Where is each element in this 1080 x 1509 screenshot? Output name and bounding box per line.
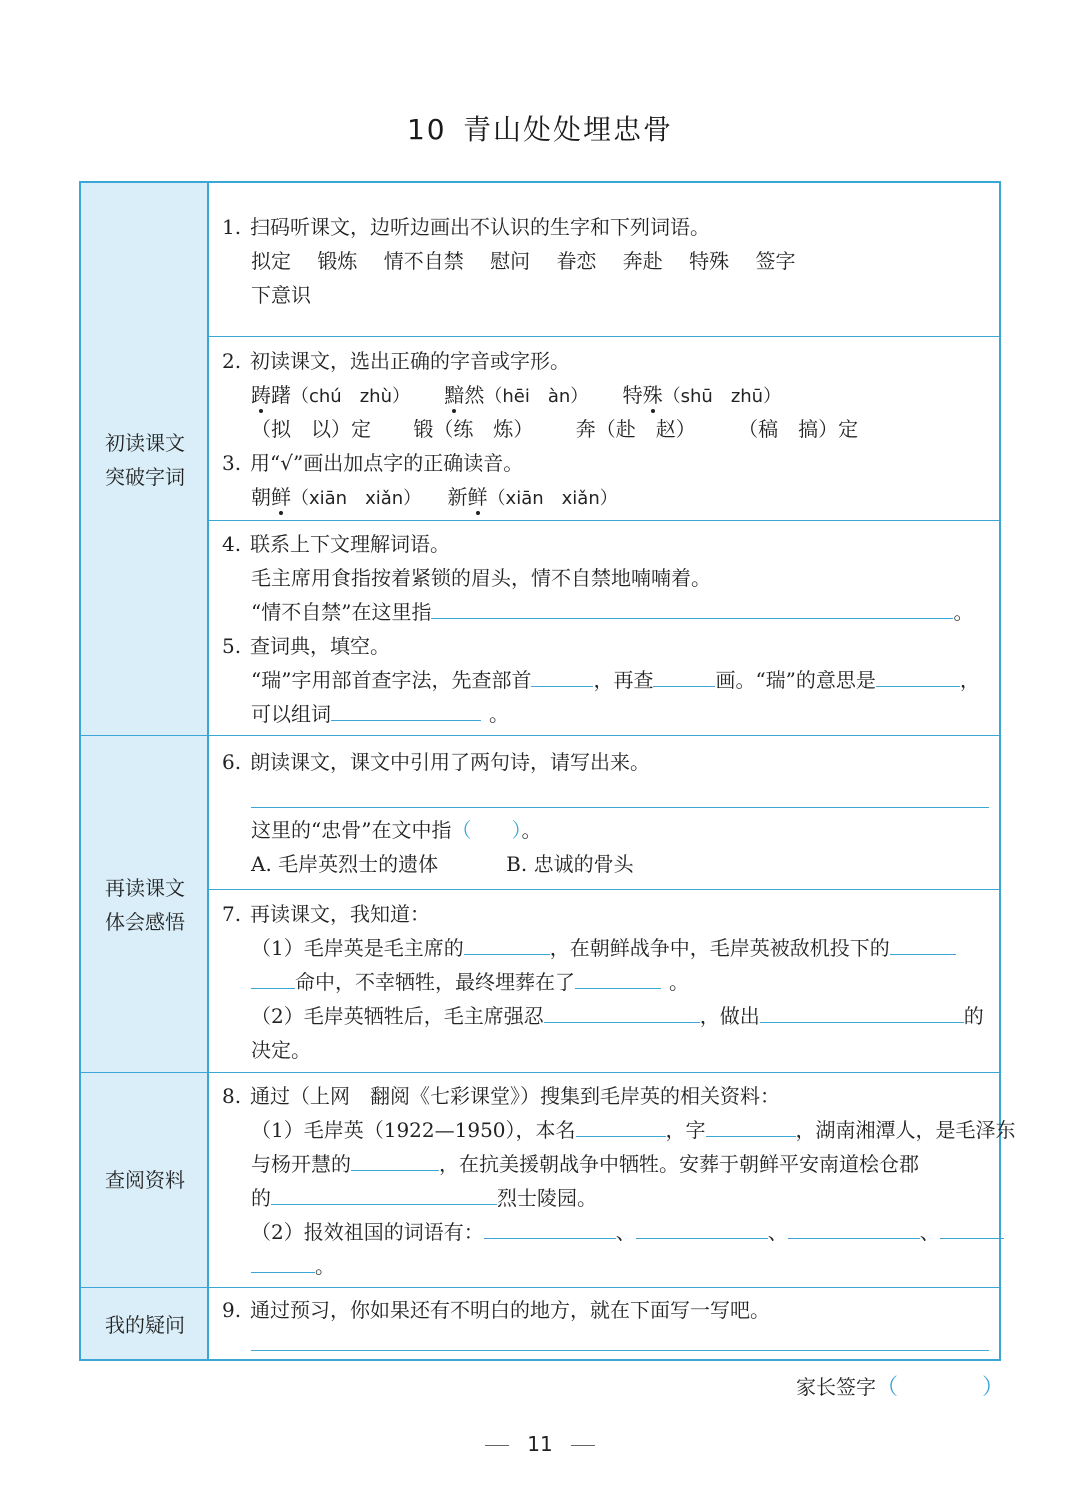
divider: [81, 1287, 999, 1288]
option-a[interactable]: A. 毛岸英烈士的遗体: [251, 852, 439, 876]
page-number: [0, 1432, 1080, 1456]
question-number: 7.: [222, 902, 242, 926]
text: ，: [959, 668, 980, 692]
pinyin-options: （xiān xiǎn）: [487, 488, 618, 509]
form-item: 奔（赴 赵）: [575, 417, 696, 441]
form-item: 锻（练 炼）: [413, 417, 534, 441]
parent-signature: [796, 1370, 1004, 1401]
answer-blank[interactable]: [531, 664, 593, 687]
word: 慰问: [490, 249, 531, 273]
question-2: [222, 344, 570, 378]
question-prompt: 查词典，填空。: [250, 634, 390, 658]
punctuation: 。: [521, 818, 542, 842]
question-number: 2.: [222, 349, 242, 373]
question-8: [222, 1079, 780, 1113]
answer-blank[interactable]: [251, 1250, 315, 1273]
text: ，在抗美援朝战争中牺牲。安葬于朝鲜平安南道桧仓郡: [439, 1152, 919, 1176]
meaning-question: [251, 595, 973, 629]
question-prompt: 通过预习，你如果还有不明白的地方，就在下面写一写吧。: [250, 1298, 770, 1322]
answer-blank[interactable]: [576, 1114, 666, 1137]
text: ，做出: [699, 1004, 760, 1028]
text: （2）毛岸英牺牲后，毛主席强忍: [251, 1004, 544, 1028]
reading-item: [251, 485, 421, 509]
dotted-char: 鲜: [467, 485, 488, 509]
word: 眷恋: [556, 249, 597, 273]
poem-answer-line[interactable]: [251, 807, 989, 808]
answer-blank[interactable]: [788, 1216, 920, 1239]
text: “瑞”字用部首查字法，先查部首: [251, 668, 532, 692]
question-number: 4.: [222, 532, 242, 556]
answer-blank[interactable]: [251, 966, 295, 989]
fact-2-line-1: [251, 999, 984, 1033]
dictionary-line-2: [251, 697, 509, 731]
word: 锻炼: [317, 249, 358, 273]
question-1: [222, 210, 710, 244]
question-4: [222, 527, 450, 561]
question-prompt: 通过（上网 翻阅《七彩课堂》）搜集到毛岸英的相关资料：: [250, 1084, 780, 1108]
answer-blank[interactable]: [760, 1000, 964, 1023]
answer-blank[interactable]: [484, 1216, 616, 1239]
separator: 、: [615, 1220, 636, 1244]
reading-choices: [251, 480, 618, 516]
question-6: [222, 745, 650, 779]
answer-blank[interactable]: [271, 1182, 497, 1205]
text: 的: [251, 1186, 271, 1210]
divider: [209, 336, 999, 337]
question-7: [222, 897, 430, 931]
dash-decoration: [485, 1445, 509, 1446]
punctuation: 。: [315, 1254, 335, 1278]
answer-blank[interactable]: [331, 698, 481, 721]
word: 拟定: [251, 249, 291, 273]
lesson-title: [0, 108, 1080, 148]
fact-1-line-1: [251, 931, 956, 965]
fact-2-line-2: 决定。: [251, 1038, 311, 1062]
bracket-open: （: [876, 1375, 899, 1400]
text: ，字: [665, 1118, 706, 1142]
separator: 、: [767, 1220, 788, 1244]
text: （1）毛岸英是毛主席的: [251, 936, 464, 960]
char: 躇: [271, 383, 291, 407]
text: ，再查: [593, 668, 654, 692]
option-b[interactable]: B. 忠诚的骨头: [506, 852, 634, 876]
pinyin-options: （chú zhù）: [291, 386, 410, 407]
answer-blank[interactable]: [636, 1216, 768, 1239]
text: 命中，不幸牺牲，最终埋葬在了: [295, 970, 575, 994]
section-label-first-read: 初读课文 突破字词: [105, 431, 185, 489]
question-prompt: 用“√”画出加点字的正确读音。: [250, 451, 524, 475]
answer-blank[interactable]: [575, 966, 661, 989]
signature-label: 家长签字: [796, 1375, 876, 1399]
question-text: 这里的“忠骨”在文中指: [251, 818, 452, 842]
char: 特: [622, 383, 643, 407]
char: 新: [447, 485, 468, 509]
question-prompt: 朗读课文，课文中引用了两句诗，请写出来。: [250, 750, 650, 774]
question-prompt: 初读课文，选出正确的字音或字形。: [250, 349, 570, 373]
context-sentence: 毛主席用食指按着紧锁的眉头，情不自禁地喃喃着。: [251, 566, 711, 590]
question-9: [222, 1293, 770, 1327]
question-number: 3.: [222, 451, 242, 475]
bio-line-1: [251, 1113, 1016, 1147]
text: 烈士陵园。: [497, 1186, 597, 1210]
char: 然: [464, 383, 485, 407]
pinyin-item: [444, 383, 588, 407]
question-prompt: 扫码听课文，边听边画出不认识的生字和下列词语。: [250, 215, 710, 239]
word: 签字: [755, 249, 796, 273]
text: 画。“瑞”的意思是: [715, 668, 876, 692]
answer-blank[interactable]: [940, 1216, 1004, 1239]
question-prompt: 再读课文，我知道：: [250, 902, 430, 926]
answer-bracket[interactable]: （ ）: [451, 818, 522, 842]
word-list: [251, 244, 796, 278]
text: 可以组词: [251, 702, 331, 726]
word-list-continued: [251, 278, 311, 312]
form-item: （拟 以）定: [251, 417, 371, 441]
text: （1）毛岸英（1922—1950），本名: [251, 1118, 576, 1142]
question-number: 5.: [222, 634, 242, 658]
punctuation: 。: [953, 600, 974, 624]
section-label-questions: 我的疑问: [105, 1313, 185, 1337]
text: 。: [669, 970, 689, 994]
question-number: 9.: [222, 1298, 242, 1322]
pinyin-choices: [251, 378, 781, 414]
bio-line-2: [251, 1147, 919, 1181]
pinyin-item: [251, 383, 410, 407]
pinyin-options: （shū zhū）: [662, 386, 782, 407]
text: 的: [963, 1004, 984, 1028]
question-number: 8.: [222, 1084, 242, 1108]
word: 情不自禁: [383, 249, 464, 273]
answer-blank[interactable]: [876, 664, 960, 687]
answer-blank[interactable]: [890, 932, 956, 955]
question-text: “情不自禁”在这里指: [251, 600, 432, 624]
patriot-words-line-2: [251, 1249, 335, 1283]
dotted-char: 黯: [444, 383, 465, 407]
page-number-text: 11: [527, 1432, 553, 1456]
dotted-char: 殊: [642, 383, 663, 407]
worksheet: [79, 181, 1016, 1361]
text: ，在朝鲜战争中，毛岸英被敌机投下的: [549, 936, 890, 960]
question-3: [222, 446, 523, 480]
question-number: 1.: [222, 215, 242, 239]
answer-blank[interactable]: [431, 596, 953, 619]
reading-item: [448, 485, 618, 509]
patriot-words-line-1: [251, 1215, 1004, 1249]
divider: [81, 1072, 999, 1073]
text: ，湖南湘潭人，是毛泽东: [795, 1118, 1016, 1142]
doubt-answer-line[interactable]: [251, 1350, 989, 1351]
lesson-number: 10: [406, 113, 447, 146]
pinyin-item: [623, 383, 781, 407]
dash-decoration: [571, 1445, 595, 1446]
answer-blank[interactable]: [464, 932, 550, 955]
answer-blank[interactable]: [351, 1148, 439, 1171]
divider: [209, 889, 999, 890]
dotted-char: 踌: [251, 383, 271, 407]
pinyin-options: （xiān xiǎn）: [291, 488, 422, 509]
form-item: （稿 搞）定: [738, 417, 859, 441]
question-5: [222, 629, 390, 663]
lesson-title-text: 青山处处埋忠骨: [462, 113, 673, 146]
answer-blank[interactable]: [706, 1114, 796, 1137]
word: 奔赴: [622, 249, 663, 273]
section-label-research: 查阅资料: [105, 1168, 185, 1192]
divider: [81, 735, 999, 736]
text: 与杨开慧的: [251, 1152, 351, 1176]
question-prompt: 联系上下文理解词语。: [250, 532, 450, 556]
answer-blank[interactable]: [544, 1000, 700, 1023]
options: [251, 847, 634, 881]
question-number: 6.: [222, 750, 242, 774]
form-choices: [251, 412, 858, 446]
answer-blank[interactable]: [653, 664, 715, 687]
text: （2）报效祖国的词语有：: [251, 1220, 484, 1244]
word: 特殊: [689, 249, 730, 273]
pinyin-options: （hēi àn）: [484, 386, 589, 407]
meaning-choice: [251, 813, 541, 847]
section-label-second-read: 再读课文 体会感悟: [105, 876, 185, 934]
text: 。: [489, 702, 509, 726]
dictionary-line-1: [251, 663, 980, 697]
word: 下意识: [251, 283, 311, 307]
char: 朝: [251, 485, 271, 509]
dotted-char: 鲜: [271, 485, 291, 509]
bio-line-3: [251, 1181, 597, 1215]
divider: [209, 520, 999, 521]
separator: 、: [919, 1220, 940, 1244]
bracket-close: ）: [982, 1375, 1005, 1400]
fact-1-line-2: [251, 965, 689, 999]
